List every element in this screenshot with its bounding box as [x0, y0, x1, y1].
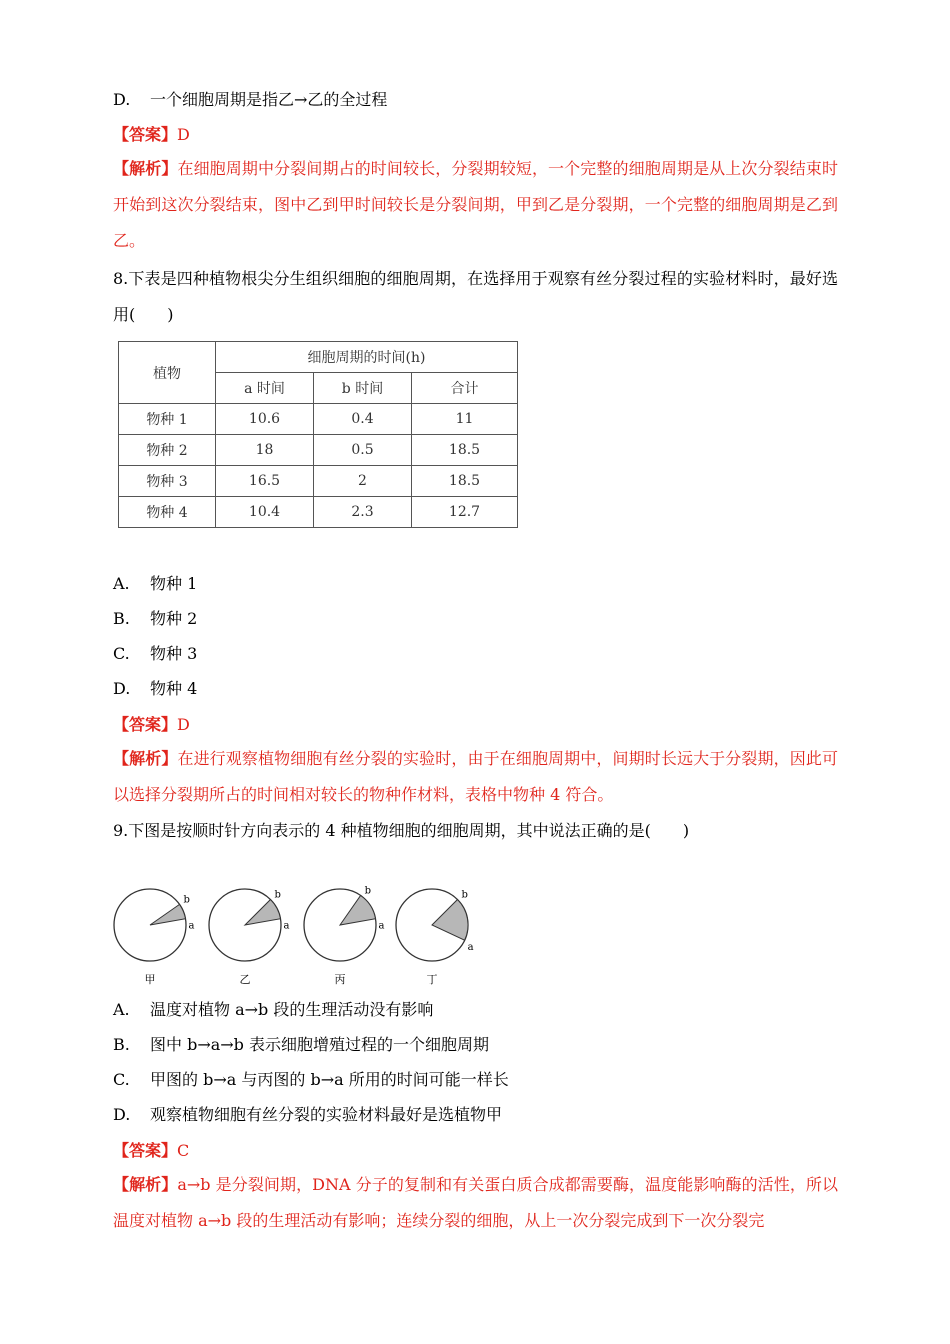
header-plant: 植物	[119, 342, 216, 404]
header-b-time: b 时间	[314, 373, 412, 404]
table-row	[119, 497, 518, 528]
analysis-text: 在进行观察植物细胞有丝分裂的实验时，由于在细胞周期中，间期时长远大于分裂期，因此可以选择分裂期所占的时间相对较长的物种作材料，表格中物种 4 符合。	[113, 749, 838, 804]
header-group: 细胞周期的时间(h)	[216, 342, 518, 373]
mark-b: b	[461, 889, 468, 901]
analysis-label: 【解析】	[113, 159, 178, 178]
mark-b: b	[183, 894, 190, 906]
q9-stem: 9.下图是按顺时针方向表示的 4 种植物细胞的细胞周期，其中说法正确的是( )	[113, 821, 690, 840]
q9-option-c	[113, 1070, 509, 1090]
option-letter: A.	[113, 574, 130, 593]
table-row	[119, 435, 518, 466]
table-row	[119, 466, 518, 497]
cell-name: 物种 1	[119, 404, 216, 435]
q8-answer	[113, 715, 190, 735]
option-text: 温度对植物 a→b 段的生理活动没有影响	[150, 1000, 434, 1019]
option-letter: D.	[113, 1105, 131, 1124]
cell-label: 甲	[144, 973, 156, 986]
header-total: 合计	[412, 373, 518, 404]
analysis-label: 【解析】	[113, 749, 178, 768]
cell-label: 丙	[334, 973, 346, 986]
header-a-time: a 时间	[216, 373, 314, 404]
answer-value: D	[177, 715, 190, 734]
q7-analysis	[113, 151, 838, 259]
cell-label: 丁	[426, 973, 438, 986]
option-letter: C.	[113, 1070, 130, 1089]
answer-label: 【答案】	[113, 125, 178, 144]
cell-total: 12.7	[412, 497, 518, 528]
mark-b: b	[274, 889, 281, 901]
analysis-text: a→b 是分裂间期，DNA 分子的复制和有关蛋白质合成都需要酶，温度能影响酶的活性，所以温度对植物 a→b 段的生理活动有影响；连续分裂的细胞，从上一次分裂完成到下一次分裂完	[113, 1175, 838, 1230]
q8-stem: 8.下表是四种植物根尖分生组织细胞的细胞周期，在选择用于观察有丝分裂过程的实验材料时，最好选用( )	[113, 269, 838, 324]
option-letter: B.	[113, 1035, 130, 1054]
q8-analysis	[113, 741, 838, 813]
cell-a: 18	[216, 435, 314, 466]
mark-a: a	[467, 942, 474, 954]
analysis-label: 【解析】	[113, 1175, 178, 1194]
q9-answer	[113, 1141, 189, 1161]
cell-total: 18.5	[412, 466, 518, 497]
answer-label: 【答案】	[113, 715, 178, 734]
cell-b: 2	[314, 466, 412, 497]
option-text: 物种 1	[150, 574, 198, 593]
option-letter: D.	[113, 679, 131, 698]
q9-analysis	[113, 1167, 838, 1239]
q8-option-b	[113, 609, 197, 629]
cell-label: 乙	[239, 973, 251, 986]
table-row	[119, 404, 518, 435]
option-letter: C.	[113, 644, 130, 663]
q9-option-a	[113, 1000, 433, 1020]
option-letter: A.	[113, 1000, 130, 1019]
cell-name: 物种 2	[119, 435, 216, 466]
option-text: 物种 3	[150, 644, 198, 663]
option-letter: D.	[113, 90, 131, 109]
cell-total: 18.5	[412, 435, 518, 466]
cell-cycle-table	[118, 341, 518, 528]
cell-name: 物种 3	[119, 466, 216, 497]
cell-b: 0.4	[314, 404, 412, 435]
cell-diagram	[304, 886, 385, 987]
q8-option-a	[113, 574, 197, 594]
q8-option-d	[113, 679, 197, 699]
q9-option-d	[113, 1105, 502, 1125]
q9-option-b	[113, 1035, 489, 1055]
mark-a: a	[378, 920, 385, 932]
option-letter: B.	[113, 609, 130, 628]
option-text: 物种 4	[150, 679, 198, 698]
answer-value: D	[177, 125, 190, 144]
cell-diagram	[396, 889, 474, 986]
cell-cycle-figure	[110, 880, 490, 990]
cell-b: 0.5	[314, 435, 412, 466]
cell-total: 11	[412, 404, 518, 435]
mark-b: b	[364, 885, 372, 897]
cell-diagram	[209, 889, 290, 986]
option-text: 一个细胞周期是指乙→乙的全过程	[150, 90, 388, 109]
option-text: 甲图的 b→a 与丙图的 b→a 所用的时间可能一样长	[150, 1070, 509, 1089]
cell-name: 物种 4	[119, 497, 216, 528]
cell-diagram	[114, 889, 195, 986]
mark-a: a	[283, 920, 290, 932]
q8-option-c	[113, 644, 197, 664]
cell-a: 16.5	[216, 466, 314, 497]
answer-value: C	[177, 1141, 190, 1160]
analysis-text: 在细胞周期中分裂间期占的时间较长，分裂期较短，一个完整的细胞周期是从上次分裂结束时开始到这次分裂结束，图中乙到甲时间较长是分裂间期，甲到乙是分裂期，一个完整的细胞周期是乙到乙。	[113, 159, 838, 250]
answer-label: 【答案】	[113, 1141, 178, 1160]
q7-answer	[113, 125, 190, 145]
cell-a: 10.4	[216, 497, 314, 528]
option-text: 观察植物细胞有丝分裂的实验材料最好是选植物甲	[150, 1105, 503, 1124]
cell-a: 10.6	[216, 404, 314, 435]
option-text: 图中 b→a→b 表示细胞增殖过程的一个细胞周期	[150, 1035, 490, 1054]
cell-b: 2.3	[314, 497, 412, 528]
mark-a: a	[188, 920, 195, 932]
q7-option-d	[113, 90, 387, 110]
option-text: 物种 2	[150, 609, 198, 628]
